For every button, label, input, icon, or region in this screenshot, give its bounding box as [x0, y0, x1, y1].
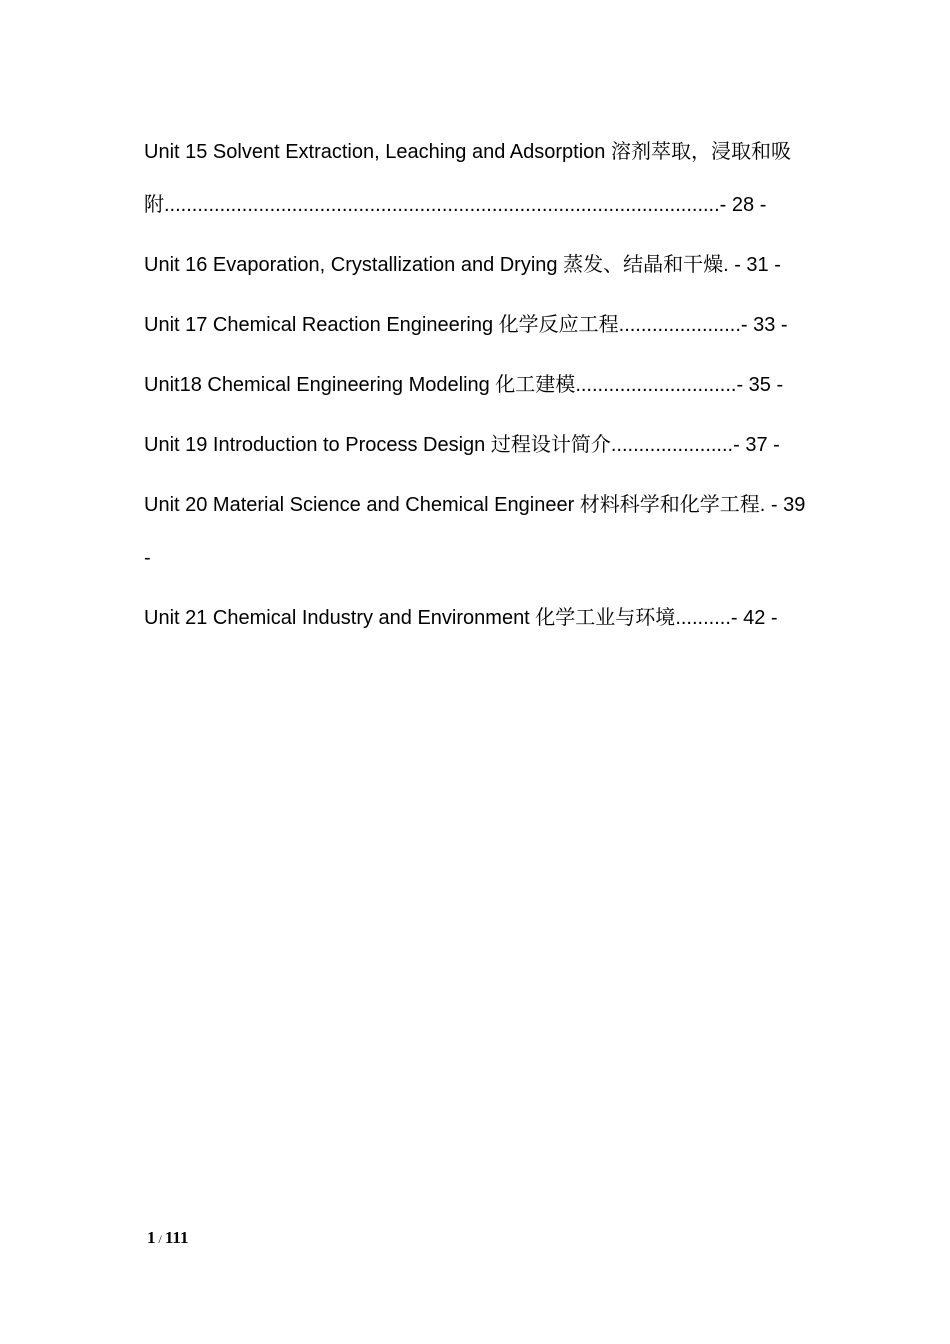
toc-entry-title: Unit 17 Chemical Reaction Engineering 化学反应工程: [144, 314, 619, 336]
toc-entry-title: Unit 19 Introduction to Process Design 过程设计简介: [144, 434, 611, 456]
toc-leader-dots: ....................................................................................................: [164, 194, 720, 216]
toc-entry-unit-20[interactable]: [144, 479, 806, 585]
table-of-contents: [144, 126, 806, 652]
toc-leader-dots: .: [759, 494, 766, 516]
toc-entry-title: Unit18 Chemical Engineering Modeling 化工建模: [144, 374, 576, 396]
toc-page-number: - 39 -: [144, 494, 806, 569]
toc-page-number: - 33 -: [740, 314, 788, 336]
total-page-count: 111: [164, 1228, 189, 1247]
toc-page-number: - 35 -: [736, 374, 784, 396]
toc-entry-unit-16[interactable]: [144, 239, 806, 292]
toc-entry-unit-18[interactable]: [144, 359, 806, 412]
toc-page-number: - 28 -: [719, 194, 767, 216]
toc-page-number: - 31 -: [728, 254, 781, 276]
toc-leader-dots: ......................: [618, 314, 741, 336]
toc-entry-unit-15[interactable]: [144, 126, 806, 232]
page-footer: [147, 1228, 188, 1248]
toc-entry-title: Unit 15 Solvent Extraction, Leaching and Adsorption 溶剂萃取，浸取和吸附: [144, 141, 791, 216]
toc-leader-dots: .............................: [575, 374, 737, 396]
toc-entry-title: Unit 21 Chemical Industry and Environment 化学工业与环境: [144, 607, 676, 629]
toc-leader-dots: ......................: [610, 434, 734, 456]
page-separator: /: [158, 1232, 162, 1246]
toc-entry-unit-21[interactable]: [144, 592, 806, 645]
toc-leader-dots: .: [723, 254, 729, 276]
toc-entry-title: Unit 20 Material Science and Chemical Engineer 材料科学和化学工程: [144, 494, 760, 516]
toc-page-number: - 37 -: [733, 434, 780, 456]
toc-page-number: - 42 -: [730, 607, 778, 629]
toc-leader-dots: ..........: [675, 607, 731, 629]
toc-entry-unit-17[interactable]: [144, 299, 806, 352]
toc-entry-title: Unit 16 Evaporation, Crystallization and Drying 蒸发、结晶和干燥: [144, 254, 724, 276]
current-page-number: 1: [147, 1228, 156, 1247]
toc-entry-unit-19[interactable]: [144, 419, 806, 472]
